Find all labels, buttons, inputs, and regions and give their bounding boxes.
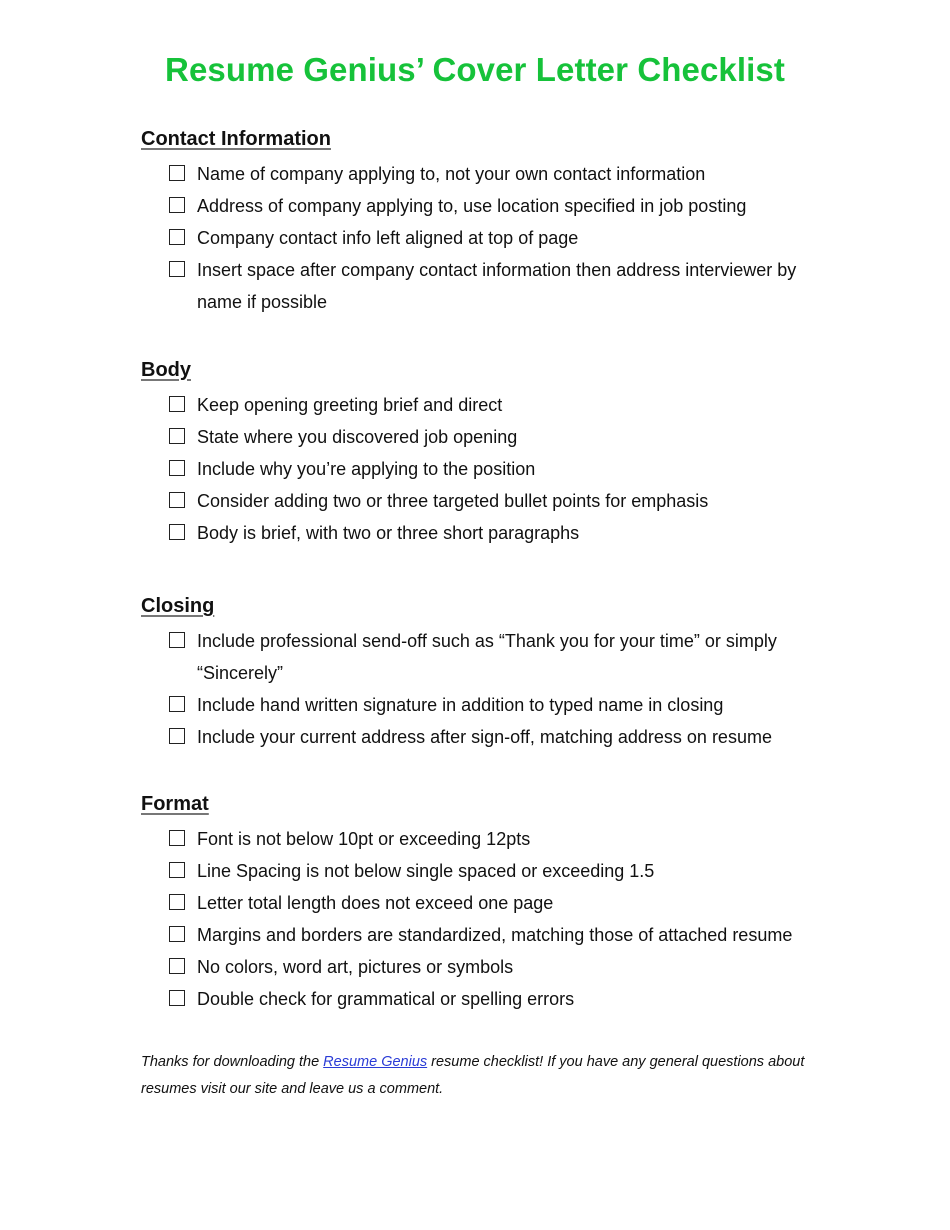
checklist-item <box>141 389 831 421</box>
checklist-item <box>141 823 831 855</box>
checklist-item-label: Double check for grammatical or spelling errors <box>197 989 575 1009</box>
checklist-item <box>141 190 831 222</box>
checkbox[interactable] <box>169 197 185 213</box>
checkbox[interactable] <box>169 460 185 476</box>
section-contact-information <box>141 126 831 318</box>
checklist-item-label: Include professional send-off such as “Thank you for your time” or simply “Sincerely” <box>197 631 777 683</box>
footer-suffix: resume checklist! If you have any general questions about resumes visit our site and leave us a comment. <box>141 1054 805 1097</box>
checklist-item-label: Font is not below 10pt or exceeding 12pts <box>197 829 531 849</box>
checklist-item <box>141 453 831 485</box>
checklist-item-label: Letter total length does not exceed one page <box>197 893 554 913</box>
checklist-item-label: Include hand written signature in addition to typed name in closing <box>197 695 724 715</box>
section-closing <box>141 593 831 753</box>
checklist-item <box>141 919 831 951</box>
checkbox[interactable] <box>169 696 185 712</box>
checkbox[interactable] <box>169 830 185 846</box>
checklist-item-label: Keep opening greeting brief and direct <box>197 395 503 415</box>
checkbox[interactable] <box>169 261 185 277</box>
section-heading: Body <box>141 359 191 381</box>
checklist-item-label: Body is brief, with two or three short paragraphs <box>197 523 580 543</box>
checkbox[interactable] <box>169 958 185 974</box>
checklist-item-label: Margins and borders are standardized, matching those of attached resume <box>197 925 793 945</box>
checklist-item <box>141 625 831 689</box>
checkbox[interactable] <box>169 894 185 910</box>
checklist-item <box>141 222 831 254</box>
checkbox[interactable] <box>169 428 185 444</box>
checklist-item-label: Address of company applying to, use location specified in job posting <box>197 196 747 216</box>
checkbox[interactable] <box>169 632 185 648</box>
footer-note <box>141 1049 831 1103</box>
checklist-item <box>141 421 831 453</box>
checkbox[interactable] <box>169 396 185 412</box>
checklist-item-label: Company contact info left aligned at top of page <box>197 228 579 248</box>
checklist-item <box>141 887 831 919</box>
footer-prefix: Thanks for downloading the <box>141 1054 324 1070</box>
checklist-item-label: State where you discovered job opening <box>197 427 518 447</box>
checklist-item <box>141 951 831 983</box>
checklist-item <box>141 485 831 517</box>
checklist-item-label: Include your current address after sign-off, matching address on resume <box>197 727 772 747</box>
checkbox[interactable] <box>169 165 185 181</box>
checklist-item <box>141 721 831 753</box>
checklist-item <box>141 158 831 190</box>
checklist-item-label: Line Spacing is not below single spaced or exceeding 1.5 <box>197 861 655 881</box>
section-heading: Closing <box>141 595 215 617</box>
checklist-item-label: No colors, word art, pictures or symbols <box>197 957 514 977</box>
checkbox[interactable] <box>169 926 185 942</box>
checklist-item <box>141 689 831 721</box>
checklist-item-label: Name of company applying to, not your own contact information <box>197 164 706 184</box>
checklist-item <box>141 517 831 549</box>
checkbox[interactable] <box>169 229 185 245</box>
checkbox[interactable] <box>169 492 185 508</box>
page-title: Resume Genius’ Cover Letter Checklist <box>165 51 785 88</box>
checklist-item <box>141 855 831 887</box>
section-format <box>141 791 831 1015</box>
checklist-item-label: Consider adding two or three targeted bullet points for emphasis <box>197 491 709 511</box>
checklist-item-label: Include why you’re applying to the position <box>197 459 536 479</box>
resume-genius-link[interactable]: Resume Genius <box>323 1054 428 1070</box>
checkbox[interactable] <box>169 990 185 1006</box>
checklist-item-label: Insert space after company contact information then address interviewer by name if possible <box>197 260 797 312</box>
checkbox[interactable] <box>169 862 185 878</box>
checkbox[interactable] <box>169 524 185 540</box>
section-body <box>141 357 831 549</box>
checklist-item <box>141 254 831 318</box>
checkbox[interactable] <box>169 728 185 744</box>
checklist-item <box>141 983 831 1015</box>
section-heading: Format <box>141 793 209 815</box>
section-heading: Contact Information <box>141 128 331 150</box>
